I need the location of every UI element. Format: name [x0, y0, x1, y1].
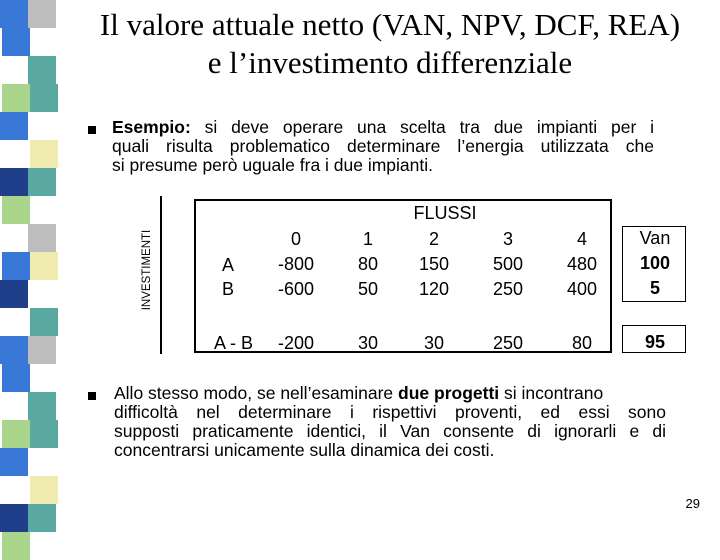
cell-diff-2: 30 — [423, 333, 445, 353]
mosaic-tile — [30, 420, 58, 448]
cell-b-3: 250 — [492, 279, 524, 299]
van-a: 100 — [639, 253, 671, 273]
cell-b-0: -600 — [277, 279, 315, 299]
bullet-2-line-1-post: si incontrano — [499, 383, 604, 403]
investimenti-side-label: INVESTIMENTI — [141, 229, 153, 311]
side-divider-line — [160, 196, 162, 354]
mosaic-tile — [0, 112, 28, 140]
mosaic-tile — [28, 0, 56, 28]
cell-a-2: 150 — [418, 254, 450, 274]
bullet-2-line-4: concentrarsi unicamente sulla dinamica dei costi. — [114, 440, 495, 460]
bullet-2-line-2: difficoltà nel determinare i rispettivi proventi, ed essi sono — [114, 402, 666, 422]
period-header-2: 2 — [428, 229, 439, 249]
cell-b-2: 120 — [418, 279, 450, 299]
mosaic-tile — [30, 252, 58, 280]
van-box — [622, 226, 686, 302]
title-line-2: e l’investimento differenziale — [207, 45, 573, 80]
bullet-1-text — [112, 118, 654, 175]
mosaic-tile — [2, 28, 30, 56]
mosaic-tile — [0, 280, 28, 308]
van-header: Van — [639, 228, 671, 248]
mosaic-tile — [28, 56, 56, 84]
bullet-square-icon — [88, 392, 96, 400]
mosaic-tile — [28, 168, 56, 196]
cell-b-4: 400 — [566, 279, 598, 299]
mosaic-tile — [2, 252, 30, 280]
van-diff-box — [622, 325, 686, 353]
row-label-a: A — [221, 255, 234, 275]
van-diff: 95 — [644, 332, 666, 352]
bullet-1-line-1: si deve operare una scelta tra due impianti per i — [190, 117, 654, 137]
mosaic-tile — [28, 504, 56, 532]
van-b: 5 — [649, 278, 660, 298]
period-header-0: 0 — [290, 229, 301, 249]
cell-diff-4: 80 — [571, 333, 593, 353]
period-header-1: 1 — [362, 229, 373, 249]
mosaic-tile — [0, 168, 28, 196]
cell-diff-1: 30 — [357, 333, 379, 353]
flussi-header: FLUSSI — [413, 203, 477, 223]
mosaic-tile — [0, 0, 28, 28]
mosaic-tile — [30, 84, 58, 112]
cell-a-4: 480 — [566, 254, 598, 274]
period-header-3: 3 — [502, 229, 513, 249]
mosaic-tile — [30, 476, 58, 504]
mosaic-tile — [30, 308, 58, 336]
cell-a-0: -800 — [277, 254, 315, 274]
diff-label: A - B — [213, 333, 253, 353]
bullet-square-icon — [88, 126, 96, 134]
cell-a-3: 500 — [492, 254, 524, 274]
bullet-2-line-1-pre: Allo stesso modo, se nell’esaminare — [114, 383, 399, 403]
bullet-1-bold: Esempio: — [112, 117, 191, 137]
mosaic-tile — [2, 364, 30, 392]
mosaic-tile — [0, 448, 28, 476]
mosaic-tile — [30, 140, 58, 168]
period-header-4: 4 — [576, 229, 587, 249]
bullet-2-bold: due progetti — [398, 383, 500, 403]
mosaic-tile — [0, 504, 28, 532]
cell-diff-3: 250 — [492, 333, 524, 353]
decorative-mosaic-strip — [0, 0, 58, 540]
mosaic-tile — [2, 196, 30, 224]
page-number: 29 — [685, 496, 700, 511]
bullet-2-text — [114, 384, 666, 460]
bullet-1-line-3: si presume però uguale fra i due impianti. — [112, 155, 434, 175]
cell-b-1: 50 — [357, 279, 379, 299]
mosaic-tile — [28, 224, 56, 252]
bullet-1-line-2: quali risulta problematico determinare l’energia utilizzata che — [112, 136, 654, 156]
slide-title — [60, 6, 720, 82]
cell-diff-0: -200 — [277, 333, 315, 353]
mosaic-tile — [2, 532, 30, 560]
mosaic-tile — [0, 336, 28, 364]
title-line-1: Il valore attuale netto (VAN, NPV, DCF, REA) — [99, 7, 681, 42]
bullet-2-line-3: supposti praticamente identici, il Van consente di ignorarli e di — [114, 421, 666, 441]
mosaic-tile — [28, 336, 56, 364]
row-label-b: B — [221, 279, 234, 299]
cell-a-1: 80 — [357, 254, 379, 274]
mosaic-tile — [2, 420, 30, 448]
mosaic-tile — [2, 84, 30, 112]
mosaic-tile — [28, 392, 56, 420]
